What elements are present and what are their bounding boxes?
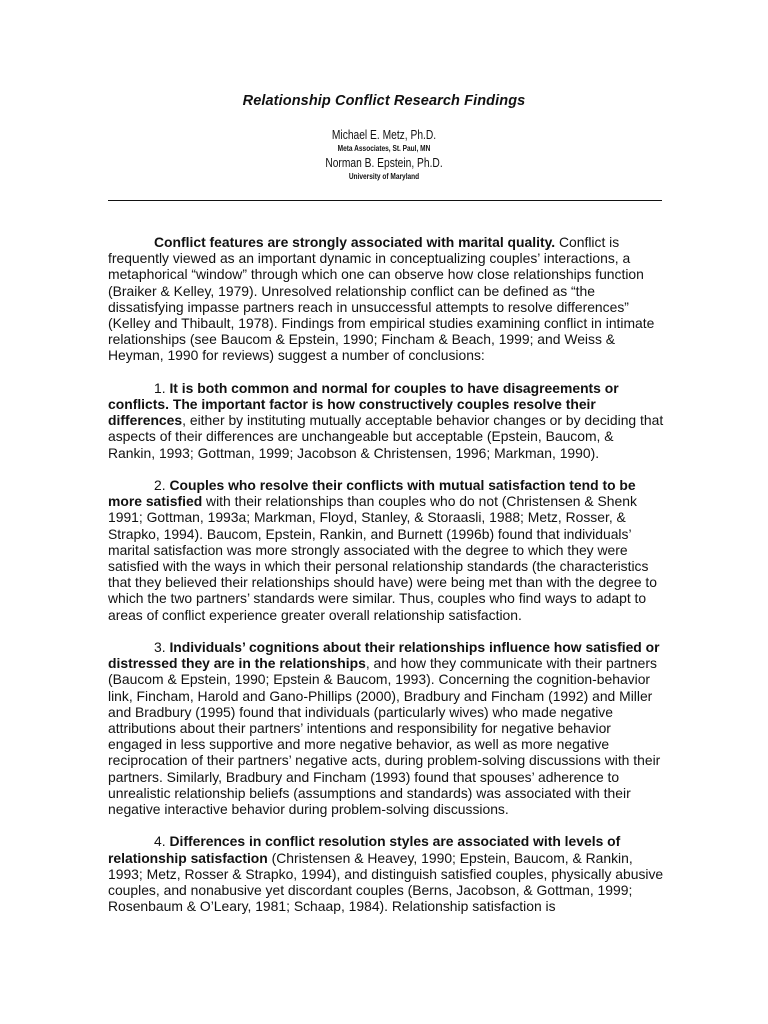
header-divider xyxy=(108,200,662,201)
finding-text: with their relationships than couples who do not (Christensen & Shenk 1991; Gottman, 1993a; Markman, Floyd, Stanley, & Storaasli, 1988; Metz, Rosser, & Strapko, 1994). Baucom, Epstein, Rankin, and Burnett (1996b) found that individuals’ marital satisfaction was more strongly associated with the degree to which they were satisfied with the ways in which their personal relationship standards (the characteristics that they believed their relationships should have) were being met than with the degree to which the two partners’ standards were similar. Thus, couples who find ways to adapt to areas of conflict experience greater overall relationship satisfaction. xyxy=(108,493,658,623)
author-affiliation: University of Maryland xyxy=(348,172,420,181)
finding-paragraph xyxy=(108,833,664,914)
finding-number: 2. xyxy=(154,477,166,494)
finding-paragraph xyxy=(108,639,664,817)
author-affiliation: Meta Associates, St. Paul, MN xyxy=(337,144,431,153)
author-name: Michael E. Metz, Ph.D. xyxy=(331,128,437,142)
finding-paragraph xyxy=(108,477,664,623)
document-body xyxy=(108,234,664,931)
intro-text: Conflict is frequently viewed as an important dynamic in conceptualizing couples’ interactions, a metaphorical “window” through which one can observe how close relationships function (Braiker & Kelley, 1979). Unresolved relationship conflict can be defined as “the dissatisfying impasse partners reach in unsuccessful attempts to resolve differences” (Kelley and Thibault, 1978). Findings from empirical studies examining conflict in intimate relationships (see Baucom & Epstein, 1990; Fincham & Beach, 1999; and Weiss & Heyman, 1990 for reviews) suggest a number of conclusions: xyxy=(108,234,655,364)
finding-lead: Differences in conflict resolution styles are associated with levels of relationship satisfaction xyxy=(108,833,621,866)
finding-text: , either by instituting mutually acceptable behavior changes or by deciding that aspects of their differences are unchangeable but acceptable (Epstein, Baucom, & Rankin, 1993; Gottman, 1999; Jacobson & Christensen, 1996; Markman, 1990). xyxy=(108,412,664,461)
intro-paragraph xyxy=(108,234,664,364)
finding-text: (Christensen & Heavey, 1990; Epstein, Baucom, & Rankin, 1993; Metz, Rosser & Strapko, 1994), and distinguish satisfied couples, physically abusive couples, and nonabusive yet discordant couples (Berns, Jacobson, & Gottman, 1999; Rosenbaum & O’Leary, 1981; Schaap, 1984). Relationship satisfaction is xyxy=(108,849,664,915)
intro-lead: Conflict features are strongly associated with marital quality. xyxy=(154,234,556,250)
author-block xyxy=(0,127,768,183)
document-title: Relationship Conflict Research Findings xyxy=(242,93,526,109)
finding-lead: Individuals’ cognitions about their relationships influence how satisfied or distressed they are in the relationships xyxy=(108,639,660,672)
finding-number: 4. xyxy=(154,833,166,850)
finding-number: 1. xyxy=(154,379,166,396)
finding-number: 3. xyxy=(154,639,166,656)
finding-paragraph xyxy=(108,380,664,461)
finding-lead: It is both common and normal for couples to have disagreements or conflicts. The important factor is how constructively couples resolve their differences xyxy=(108,379,619,429)
author-name: Norman B. Epstein, Ph.D. xyxy=(325,156,443,170)
finding-lead: Couples who resolve their conflicts with mutual satisfaction tend to be more satisfied xyxy=(108,477,636,510)
finding-text: , and how they communicate with their partners (Baucom & Epstein, 1990; Epstein & Baucom, 1993). Concerning the cognition-behavior link, Fincham, Harold and Gano-Phillips (2000), Bradbury and Fincham (1992) and Miller and Bradbury (1995) found that individuals (particularly wives) who made negative attributions about their partners’ intentions and responsibility for negative behavior engaged in less supportive and more negative behavior, as well as more negative reciprocation of their partners’ negative acts, during problem-solving discussions with their partners. Similarly, Bradbury and Fincham (1993) found that spouses’ adherence to unrealistic relationship beliefs (assumptions and standards) was associated with their negative interactive behavior during problem-solving discussions. xyxy=(108,655,661,818)
